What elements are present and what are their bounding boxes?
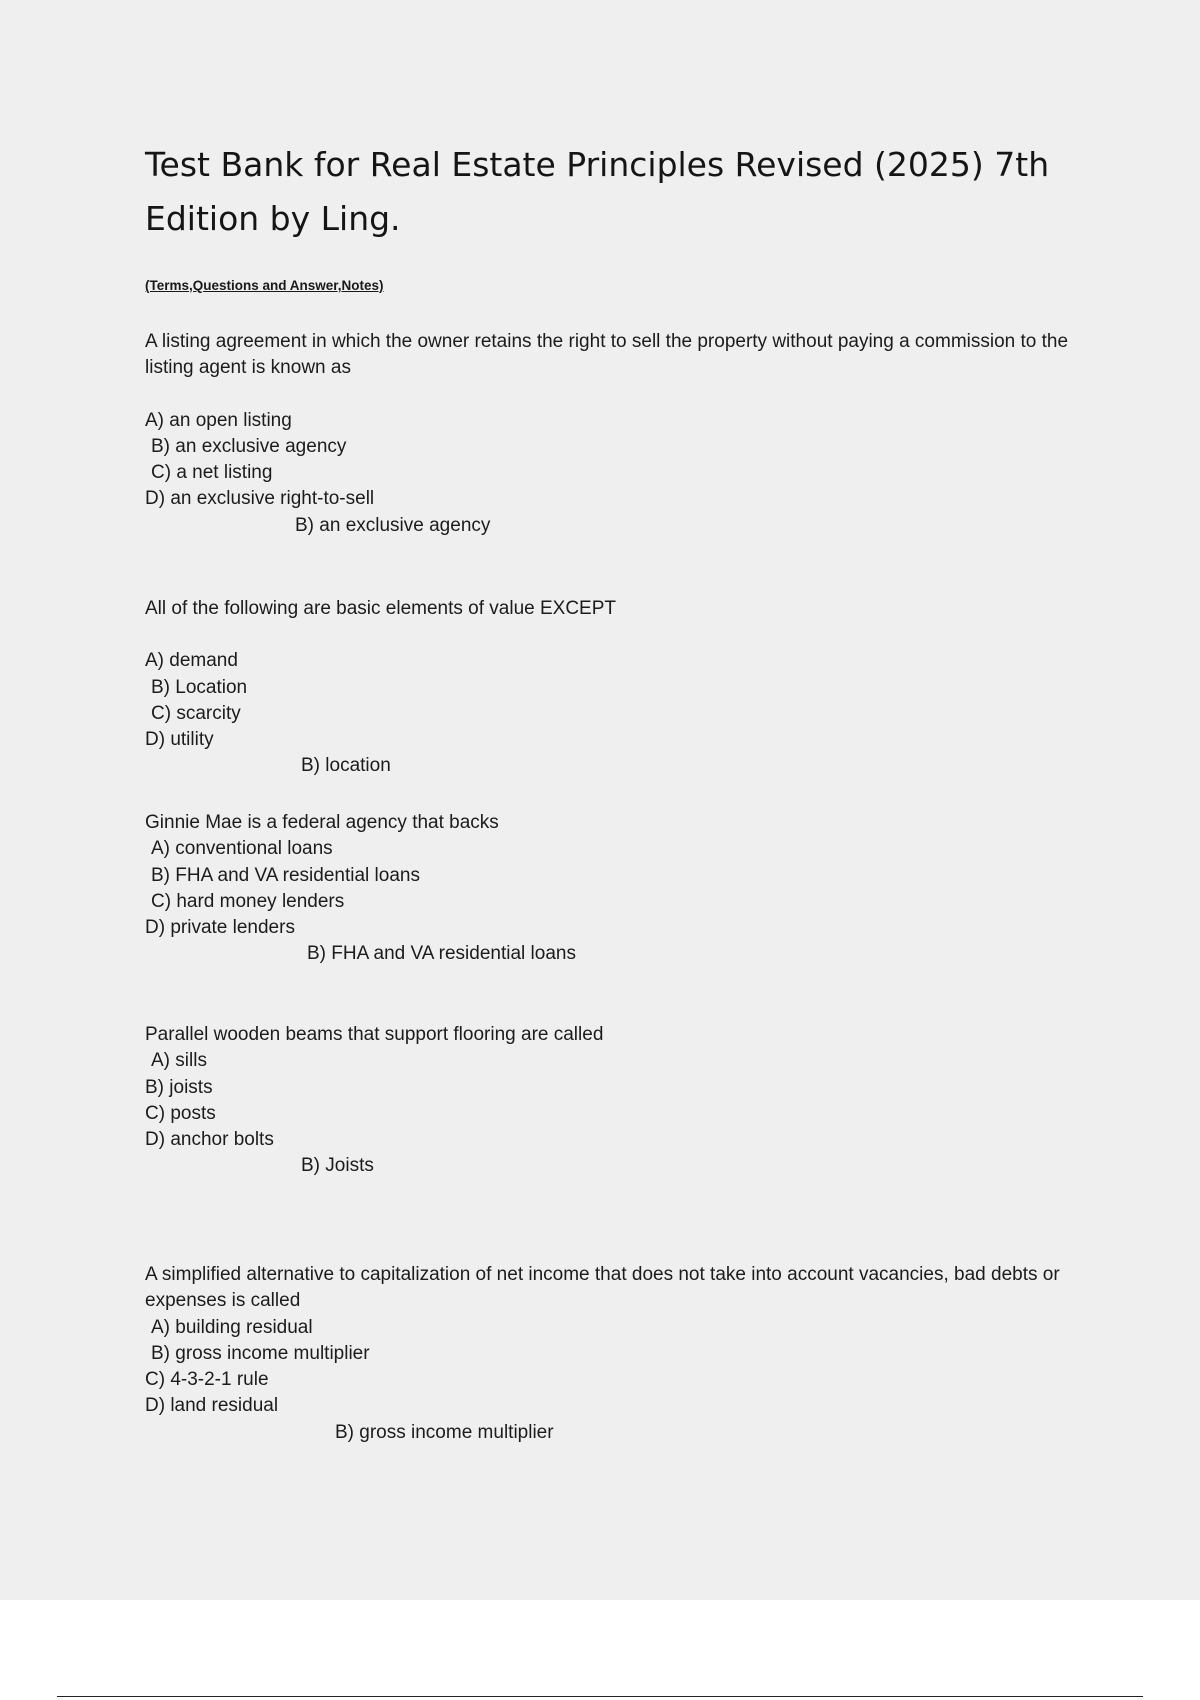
option-c: C) 4-3-2-1 rule bbox=[145, 1369, 269, 1391]
option-d: D) private lenders bbox=[145, 917, 295, 939]
option-c: C) hard money lenders bbox=[151, 890, 345, 912]
answer: B) Joists bbox=[301, 1155, 374, 1177]
question-text: A simplified alternative to capitalization of net income that does not take into account vacancies, bad debts or expenses is called bbox=[145, 1264, 1060, 1312]
option-a: A) conventional loans bbox=[151, 838, 333, 860]
option-b: B) gross income multiplier bbox=[151, 1342, 370, 1364]
option-d: D) utility bbox=[145, 729, 214, 751]
option-d: D) land residual bbox=[145, 1395, 279, 1417]
option-d: D) an exclusive right-to-sell bbox=[145, 488, 375, 510]
option-b: B) an exclusive agency bbox=[151, 435, 347, 457]
option-c: C) a net listing bbox=[151, 462, 273, 484]
option-a: A) building residual bbox=[151, 1316, 313, 1338]
footer-divider bbox=[57, 1696, 1143, 1697]
option-c: C) scarcity bbox=[151, 702, 241, 724]
question-2 bbox=[145, 596, 1095, 780]
option-b: B) joists bbox=[145, 1076, 213, 1098]
document-subtitle: (Terms,Questions and Answer,Notes) bbox=[145, 278, 384, 293]
question-text: Parallel wooden beams that support flooring are called bbox=[145, 1024, 604, 1045]
document-title: Test Bank for Real Estate Principles Revised (2025) 7th Edition by Ling. bbox=[145, 145, 1050, 238]
question-5 bbox=[145, 1262, 1095, 1446]
question-1 bbox=[145, 329, 1095, 539]
option-b: B) FHA and VA residential loans bbox=[151, 864, 420, 886]
question-text: A listing agreement in which the owner retains the right to sell the property without paying a commission to the listing agent is known as bbox=[145, 331, 1069, 379]
option-b: B) Location bbox=[151, 676, 248, 698]
answer: B) an exclusive agency bbox=[295, 514, 491, 536]
option-a: A) demand bbox=[145, 650, 238, 672]
option-c: C) posts bbox=[145, 1102, 216, 1124]
answer: B) FHA and VA residential loans bbox=[307, 943, 576, 965]
question-4 bbox=[145, 1022, 1095, 1180]
question-text: Ginnie Mae is a federal agency that backs bbox=[145, 812, 499, 833]
question-3 bbox=[145, 810, 1095, 968]
option-d: D) anchor bolts bbox=[145, 1129, 274, 1151]
answer: B) location bbox=[301, 755, 391, 777]
option-a: A) an open listing bbox=[145, 409, 292, 431]
answer: B) gross income multiplier bbox=[335, 1421, 554, 1443]
option-a: A) sills bbox=[151, 1050, 207, 1072]
question-text: All of the following are basic elements of value EXCEPT bbox=[145, 598, 617, 619]
